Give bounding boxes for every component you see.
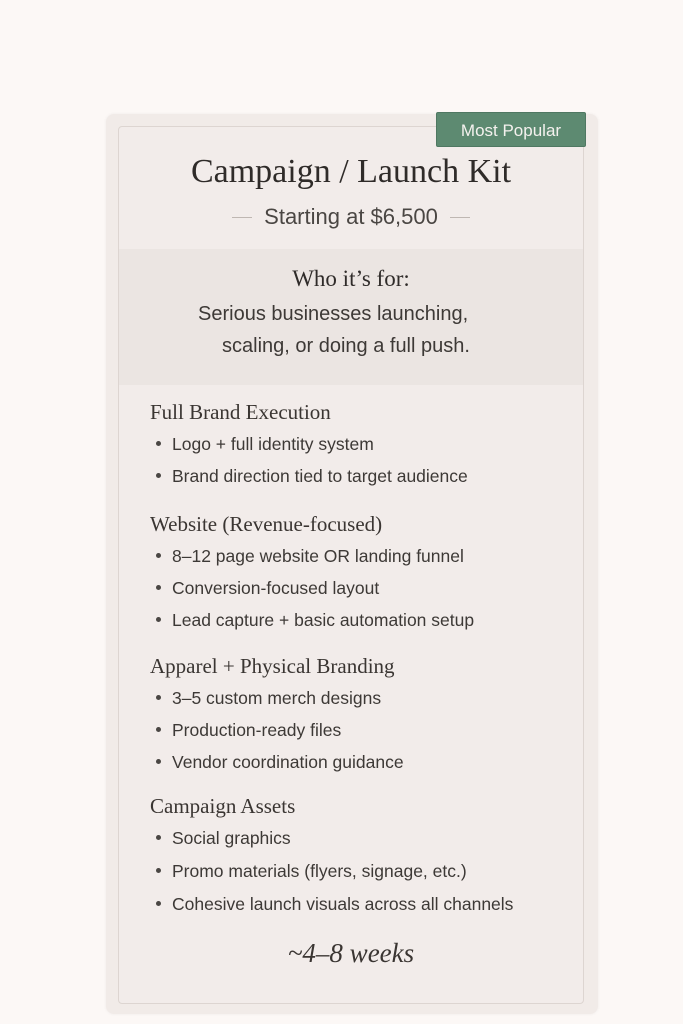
section-title-campaign-assets: Campaign Assets [150, 794, 296, 818]
delivery-timeline: ~4–8 weeks [287, 938, 415, 968]
list-item [156, 610, 474, 631]
list-item [156, 861, 467, 882]
list-item-text: 3–5 custom merch designs [172, 688, 382, 708]
list-item-text: Lead capture + basic automation setup [172, 610, 475, 630]
list-item-text: Promo materials (flyers, signage, etc.) [172, 861, 467, 881]
price-left-rule [232, 217, 252, 218]
bullet-dot [156, 617, 161, 622]
list-item [156, 720, 341, 741]
bullet-dot [156, 695, 161, 700]
list-item [156, 894, 513, 915]
list-item [156, 434, 374, 455]
bullet-dot [156, 727, 161, 732]
list-item-text: Social graphics [172, 828, 291, 848]
price-row [118, 202, 584, 232]
price-right-rule [450, 217, 470, 218]
bullet-dot [156, 759, 161, 764]
audience-line: scaling, or doing a full push. [222, 335, 470, 357]
list-item-text: Vendor coordination guidance [172, 752, 404, 772]
audience-line: Serious businesses launching, [198, 303, 469, 325]
bullet-dot [156, 553, 161, 558]
list-item [156, 688, 381, 709]
most-popular-badge: Most Popular [436, 112, 586, 147]
list-item-text: Conversion-focused layout [172, 578, 380, 598]
bullet-dot [156, 585, 161, 590]
list-item-text: Production-ready files [172, 720, 342, 740]
plan-price: Starting at $6,500 [264, 204, 438, 229]
bullet-dot [156, 901, 161, 906]
list-item-text: Brand direction tied to target audience [172, 466, 468, 486]
bullet-dot [156, 441, 161, 446]
plan-title: Campaign / Launch Kit [190, 153, 512, 190]
list-item-text: Cohesive launch visuals across all channels [172, 894, 514, 914]
list-item [156, 752, 404, 773]
section-title-brand-execution: Full Brand Execution [150, 400, 331, 424]
list-item [156, 828, 291, 849]
section-title-website: Website (Revenue-focused) [150, 512, 383, 536]
list-item [156, 466, 468, 487]
audience-heading: Who it’s for: [292, 266, 410, 291]
bullet-dot [156, 473, 161, 478]
section-title-apparel: Apparel + Physical Branding [150, 654, 395, 678]
bullet-dot [156, 868, 161, 873]
bullet-dot [156, 835, 161, 840]
list-item-text: Logo + full identity system [172, 434, 374, 454]
list-item-text: 8–12 page website OR landing funnel [172, 546, 464, 566]
list-item [156, 546, 464, 567]
list-item [156, 578, 379, 599]
